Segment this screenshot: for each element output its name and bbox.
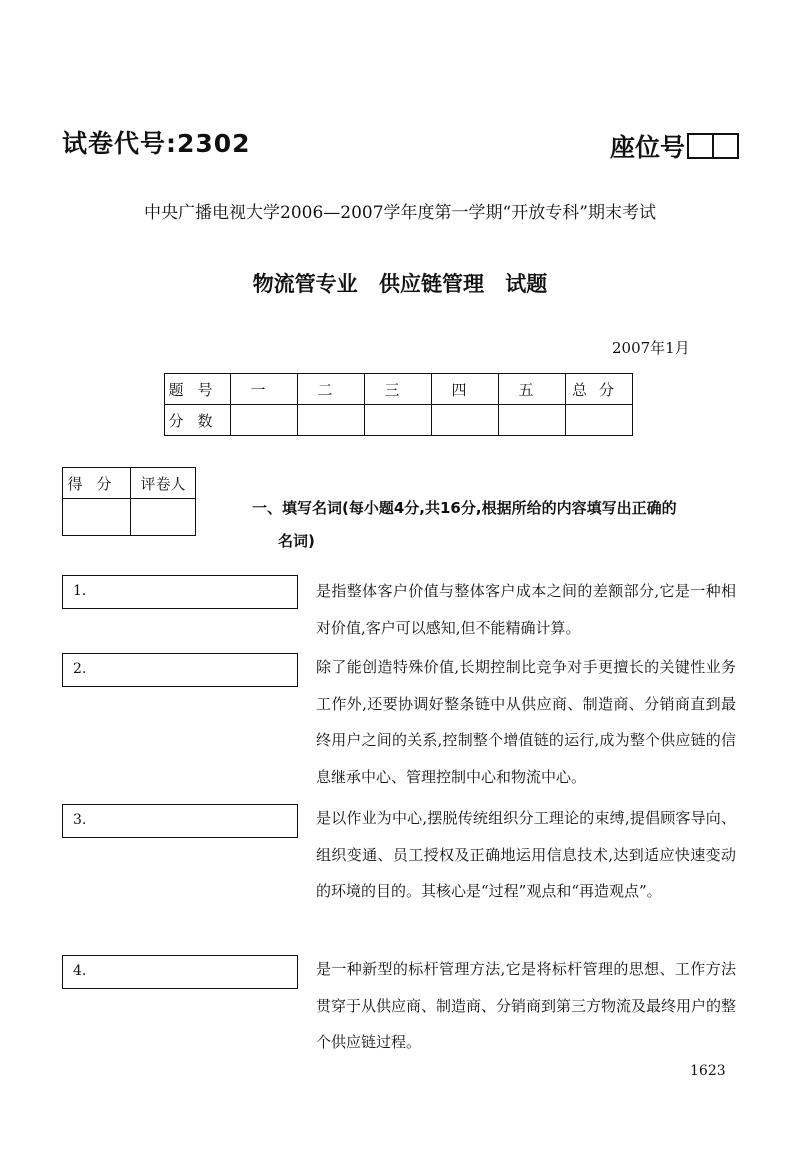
exam-date: 2007年1月 (612, 339, 690, 357)
score-cell[interactable] (432, 405, 499, 436)
question-text: 是以作业为中心,摆脱传统组织分工理论的束缚,提倡顾客导向、组织变通、员工授权及正确地运用信息技术,达到适应快速变动的环境的目的。其核心是“过程”观点和“再造观点”。 (316, 809, 736, 900)
grader-table (62, 467, 196, 536)
seat-number-box[interactable] (687, 133, 739, 159)
score-cell[interactable] (231, 405, 298, 436)
subject-title: 物流管专业 供应链管理 试题 (252, 272, 548, 296)
seat-number (610, 128, 739, 164)
score-cell[interactable] (63, 499, 131, 536)
answer-box[interactable]: 3. (62, 804, 298, 838)
answer-box[interactable]: 1. (62, 575, 298, 609)
score-label: 得分 (63, 468, 131, 499)
column-header: 二 (298, 374, 365, 405)
question-text: 是一种新型的标杆管理方法,它是将标杆管理的思想、工作方法贯穿于从供应商、制造商、分销商到第三方物流及最终用户的整个供应链过程。 (316, 960, 737, 1051)
score-table-header-row (165, 374, 633, 405)
score-cell[interactable] (365, 405, 432, 436)
grader-label: 评卷人 (131, 468, 196, 499)
score-table (164, 373, 633, 436)
score-cell[interactable] (499, 405, 566, 436)
exam-title: 中央广播电视大学2006—2007学年度第一学期“开放专科”期末考试 (144, 203, 656, 223)
seat-cell[interactable] (712, 135, 737, 157)
section-heading-line: 名词) (278, 532, 315, 550)
row-label-score: 分数 (165, 405, 231, 436)
score-table-score-row (165, 405, 633, 436)
column-header: 四 (432, 374, 499, 405)
answer-box[interactable]: 4. (62, 955, 298, 989)
score-cell[interactable] (298, 405, 365, 436)
column-header: 总分 (566, 374, 633, 405)
question-text: 是指整体客户价值与整体客户成本之间的差额部分,它是一种相对价值,客户可以感知,但不能精确计算。 (316, 582, 736, 637)
score-cell[interactable] (566, 405, 633, 436)
grader-cell[interactable] (131, 499, 196, 536)
row-label-question: 题号 (165, 374, 231, 405)
page-number: 1623 (690, 1063, 726, 1079)
answer-box[interactable]: 2. (62, 653, 298, 687)
paper-code: 试卷代号:2302 (62, 129, 251, 158)
section-heading-line: 一、填写名词(每小题4分,共16分,根据所给的内容填写出正确的 (252, 499, 677, 517)
question-text: 除了能创造特殊价值,长期控制比竞争对手更擅长的关键性业务工作外,还要协调好整条链中从供应商、制造商、分销商直到最终用户之间的关系,控制整个增值链的运行,成为整个供应链的信息继承中心、管理控制中心和物流中心。 (316, 658, 736, 786)
seat-cell[interactable] (689, 135, 712, 157)
column-header: 一 (231, 374, 298, 405)
section-heading (252, 492, 742, 558)
column-header: 五 (499, 374, 566, 405)
column-header: 三 (365, 374, 432, 405)
seat-label: 座位号 (610, 133, 686, 162)
